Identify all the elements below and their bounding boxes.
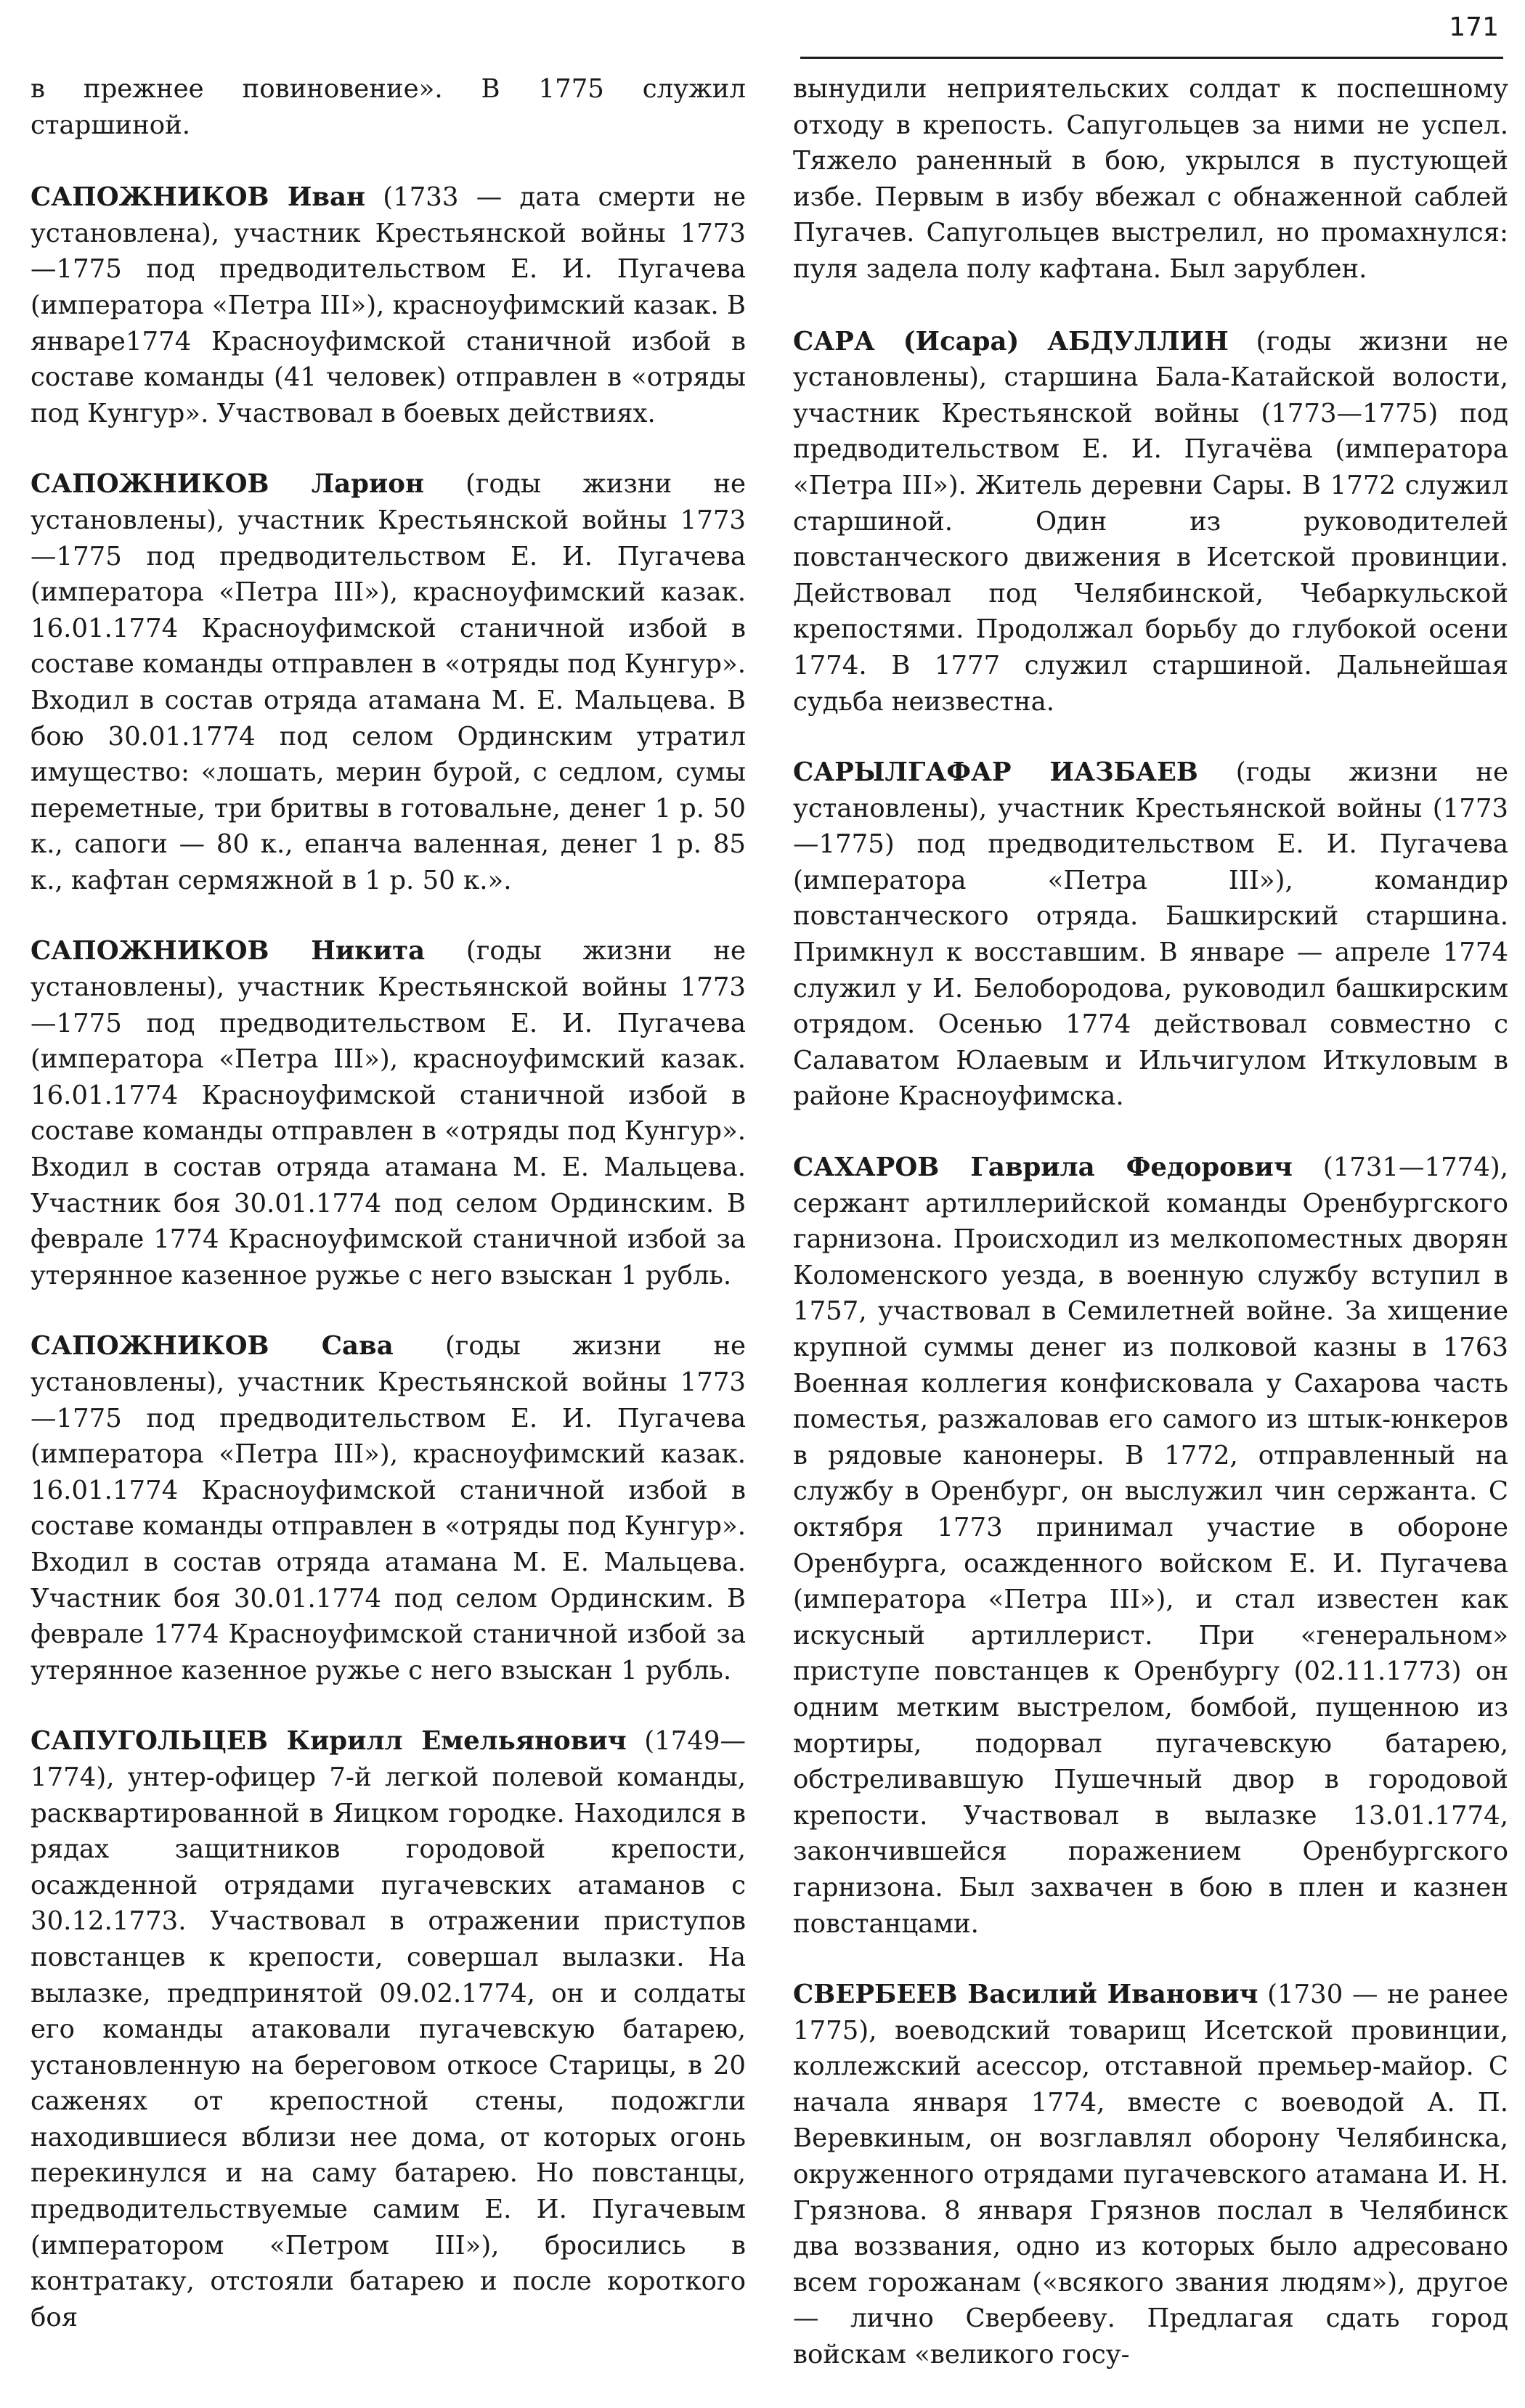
entry-text: (годы жизни не установлены), участник Крестьянской войны 1773—1775 под предводительством Е. И. Пугачева (императора «Петра III»), красноуфимский казак. 16.01.1774 Красноуфимской станичной избой в составе команды отправлен в «отряды под Кунгур». Входил в состав отряда атамана М. Е. Мальцева. В бою 30.01.1774 под селом Ординским утратил имущество: «лошать, мерин бурой, с седлом, сумы переметные, три бритвы в готовальне, денег 1 р. 50 к., сапоги — 80 к., епанча валенная, денег 1 р. 85 к., кафтан сермяжной в 1 р. 50 к.». — [30, 469, 746, 895]
entry-text: (1730 — не ранее 1775), воеводский товарищ Исетской провинции, коллежский асессор, отставной премьер-майор. С начала января 1774, вместе с воеводой А. П. Веревкиным, он возглавлял оборону Челябинска, окруженного отрядами пугачевского атамана И. Н. Грязнова. 8 января Грязнов послал в Челябинск два воззвания, одно из которых было адресовано всем горожанам («всякого звания людям»), другое — лично Свербееву. Предлагая сдать город войскам «великого госу- — [793, 1980, 1508, 2370]
entry-paragraph — [30, 933, 746, 1293]
page-number: 171 — [1449, 12, 1499, 42]
entry-head: СВЕРБЕЕВ Василий Иванович — [793, 1980, 1258, 2010]
entry-sapozhnikov-larion — [30, 466, 746, 898]
entry-text: (годы жизни не установлены), участник Крестьянской войны (1773—1775) под предводительством Е. И. Пугачева (императора «Петра III»), командир повстанческого отряда. Башкирский старшина. Примкнул к восставшим. В январе — апреле 1774 служил у И. Белобородова, руководил башкирским отрядом. Осенью 1774 действовал совместно с Салаватом Юлаевым и Ильчигулом Иткуловым в районе Красноуфимска. — [793, 757, 1508, 1112]
entry-text: (годы жизни не установлены), участник Крестьянской войны 1773—1775 под предводительством Е. И. Пугачева (императора «Петра III»), красноуфимский казак. 16.01.1774 Красноуфимской станичной избой в составе команды отправлен в «отряды под Кунгур». Входил в состав отряда атамана М. Е. Мальцева. Участник боя 30.01.1774 под селом Ординским. В феврале 1774 Красноуфимской станичной избой за утерянное казенное ружье с него взыскан 1 рубль. — [30, 1331, 746, 1685]
entry-sara-abdullin — [793, 324, 1508, 720]
entry-text: вынудили неприятельских солдат к поспешному отходу в крепость. Сапугольцев за ними не успел. Тяжело раненный в бою, укрылся в пустующей избе. Первым в избу вбежал с обнаженной саблей Пугачев. Сапугольцев выстрелил, но промахнулся: пуля задела полу кафтана. Был зарублен. — [793, 74, 1508, 284]
left-column — [30, 71, 746, 2370]
entry-head: САПУГОЛЬЦЕВ Кирилл Емельянович — [30, 1726, 627, 1757]
entry-paragraph — [30, 466, 746, 898]
entry-paragraph — [793, 324, 1508, 720]
entry-continuation — [793, 71, 1508, 288]
entry-head: САРА (Исара) АБДУЛЛИН — [793, 326, 1229, 357]
entry-sapugoltsev-kirill — [30, 1723, 746, 2335]
entry-sarylgafar-iazbaev — [793, 754, 1508, 1115]
entry-paragraph — [30, 179, 746, 431]
entry-head: САПОЖНИКОВ Иван — [30, 182, 366, 213]
entry-head: САПОЖНИКОВ Сава — [30, 1331, 394, 1362]
entry-text: (1733 — дата смерти не установлена), участник Крестьянской войны 1773—1775 под предводительством Е. И. Пугачева (императора «Петра III»), красноуфимский казак. В январе1774 Красноуфимской станичной избой в составе команды (41 человек) отправлен в «отряды под Кунгур». Участвовал в боевых действиях. — [30, 182, 746, 428]
entry-sverbeev-vasiliy — [793, 1977, 1508, 2373]
entry-text: (годы жизни не установлены), участник Крестьянской войны 1773—1775 под предводительством Е. И. Пугачева (императора «Петра III»), красноуфимский казак. 16.01.1774 Красноуфимской станичной избой в составе команды отправлен в «отряды под Кунгур». Входил в состав отряда атамана М. Е. Мальцева. Участник боя 30.01.1774 под селом Ординским. В феврале 1774 Красноуфимской станичной избой за утерянное казенное ружье с него взыскан 1 рубль. — [30, 936, 746, 1290]
page-header — [800, 9, 1503, 59]
entry-paragraph — [30, 1328, 746, 1688]
entry-text: в прежнее повиновение». В 1775 служил старшиной. — [30, 74, 746, 140]
entry-paragraph — [793, 1150, 1508, 1942]
entry-paragraph — [30, 71, 746, 143]
entry-sapozhnikov-nikita — [30, 933, 746, 1293]
entry-head: САПОЖНИКОВ Никита — [30, 936, 426, 967]
entry-text: (1731—1774), сержант артиллерийской команды Оренбургского гарнизона. Происходил из мелкопоместных дворян Коломенского уезда, в военную службу вступил в 1757, участвовал в Семилетней войне. За хищение крупной суммы денег из полковой казны в 1763 Военная коллегия конфисковала у Сахарова часть поместья, разжаловав его самого из штык-юнкеров в рядовые канонеры. В 1772, отправленный на службу в Оренбург, он выслужил чин сержанта. С октября 1773 принимал участие в обороне Оренбурга, осажденного войском Е. И. Пугачева (императора «Петра III»), и стал известен как искусный артиллерист. При «генеральном» приступе повстанцев к Оренбургу (02.11.1773) он одним метким выстрелом, бомбой, пущенною из мортиры, подорвал пугачевскую батарею, обстреливавшую Пушечный двор в городовой крепости. Участвовал в вылазке 13.01.1774, закончившейся поражением Оренбургского гарнизона. Был захвачен в бою в плен и казнен повстанцами. — [793, 1152, 1508, 1939]
entry-paragraph — [793, 71, 1508, 288]
entry-head: САПОЖНИКОВ Ларион — [30, 469, 424, 500]
entry-head: САРЫЛГАФАР ИАЗБАЕВ — [793, 757, 1198, 788]
entry-continuation — [30, 71, 746, 143]
entry-sapozhnikov-ivan — [30, 179, 746, 431]
right-column — [793, 71, 1508, 2408]
entry-paragraph — [793, 1977, 1508, 2373]
entry-text: (годы жизни не установлены), старшина Бала-Катайской волости, участник Крестьянской войны (1773—1775) под предводительством Е. И. Пугачёва (императора «Петра III»). Житель деревни Сары. В 1772 служил старшиной. Один из руководителей повстанческого движения в Исетской провинции. Действовал под Челябинской, Чебаркульской крепостями. Продолжал борьбу до глубокой осени 1774. В 1777 служил старшиной. Дальнейшая судьба неизвестна. — [793, 326, 1508, 717]
entry-head: САХАРОВ Гаврила Федорович — [793, 1152, 1293, 1183]
entry-text: (1749—1774), унтер-офицер 7-й легкой полевой команды, расквартированной в Яицком городке. Находился в рядах защитников городовой крепости, осажденной отрядами пугачевских атаманов с 30.12.1773. Участвовал в отражении приступов повстанцев к крепости, совершал вылазки. На вылазке, предпринятой 09.02.1774, он и солдаты его команды атаковали пугачевскую батарею, установленную на береговом откосе Старицы, в 20 саженях от крепостной стены, подожгли находившиеся вблизи нее дома, от которых огонь перекинулся и на саму батарею. Но повстанцы, предводительствуемые самим Е. И. Пугачевым (императором «Петром III»), бросились в контратаку, отстояли батарею и после короткого боя — [30, 1726, 746, 2332]
entry-paragraph — [793, 754, 1508, 1115]
entry-paragraph — [30, 1723, 746, 2335]
entry-sakharov-gavrila — [793, 1150, 1508, 1942]
entry-sapozhnikov-sava — [30, 1328, 746, 1688]
